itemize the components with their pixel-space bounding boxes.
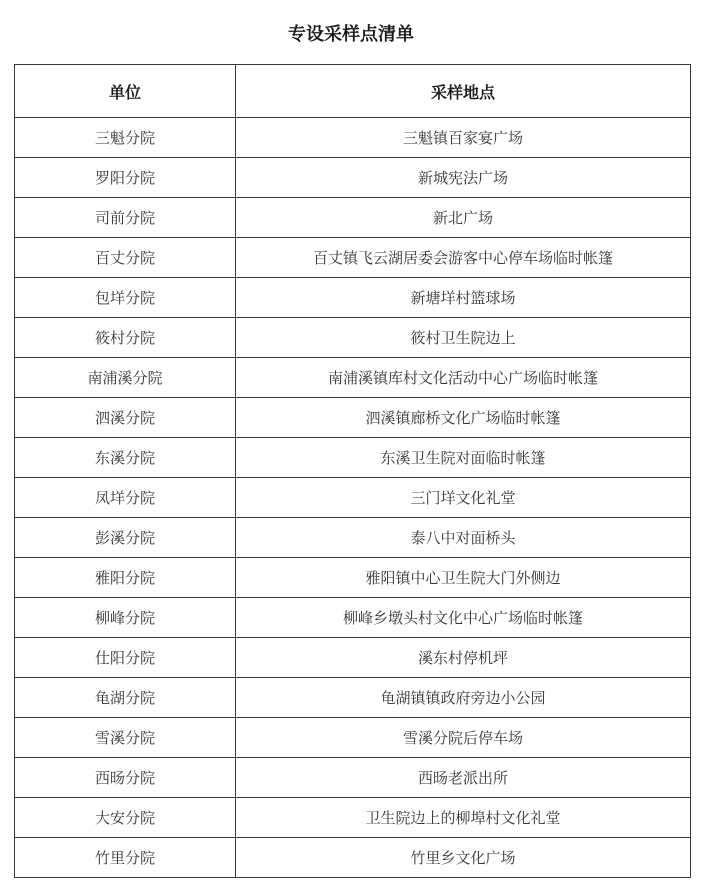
table-row (15, 678, 691, 718)
sampling-site-cell: 竹里乡文化广场 (236, 838, 691, 878)
sampling-site-cell: 东溪卫生院对面临时帐篷 (236, 438, 691, 478)
sampling-site-cell: 西旸老派出所 (236, 758, 691, 798)
unit-cell: 柳峰分院 (15, 598, 236, 638)
sampling-site-cell: 新城宪法广场 (236, 158, 691, 198)
sampling-site-cell: 卫生院边上的柳埠村文化礼堂 (236, 798, 691, 838)
table-row (15, 758, 691, 798)
unit-cell: 筱村分院 (15, 318, 236, 358)
table-row (15, 798, 691, 838)
table-row (15, 598, 691, 638)
table-header-row (15, 65, 691, 118)
sampling-site-cell: 泗溪镇廊桥文化广场临时帐篷 (236, 398, 691, 438)
unit-cell: 百丈分院 (15, 238, 236, 278)
unit-cell: 大安分院 (15, 798, 236, 838)
unit-cell: 包垟分院 (15, 278, 236, 318)
sampling-site-cell: 柳峰乡墩头村文化中心广场临时帐篷 (236, 598, 691, 638)
unit-cell: 泗溪分院 (15, 398, 236, 438)
table-row (15, 478, 691, 518)
table-row (15, 238, 691, 278)
sampling-site-cell: 百丈镇飞云湖居委会游客中心停车场临时帐篷 (236, 238, 691, 278)
unit-cell: 西旸分院 (15, 758, 236, 798)
unit-cell: 龟湖分院 (15, 678, 236, 718)
column-header-unit: 单位 (15, 65, 236, 118)
sampling-site-cell: 筱村卫生院边上 (236, 318, 691, 358)
table-row (15, 558, 691, 598)
unit-cell: 仕阳分院 (15, 638, 236, 678)
sampling-site-cell: 雪溪分院后停车场 (236, 718, 691, 758)
unit-cell: 司前分院 (15, 198, 236, 238)
unit-cell: 凤垟分院 (15, 478, 236, 518)
unit-cell: 三魁分院 (15, 118, 236, 158)
sampling-site-cell: 溪东村停机坪 (236, 638, 691, 678)
sampling-site-cell: 南浦溪镇库村文化活动中心广场临时帐篷 (236, 358, 691, 398)
sampling-site-cell: 三魁镇百家宴广场 (236, 118, 691, 158)
unit-cell: 南浦溪分院 (15, 358, 236, 398)
unit-cell: 竹里分院 (15, 838, 236, 878)
table-row (15, 358, 691, 398)
sampling-site-cell: 三门垟文化礼堂 (236, 478, 691, 518)
table-row (15, 158, 691, 198)
sampling-site-cell: 泰八中对面桥头 (236, 518, 691, 558)
unit-cell: 东溪分院 (15, 438, 236, 478)
unit-cell: 雅阳分院 (15, 558, 236, 598)
table-row (15, 318, 691, 358)
sampling-points-table (14, 64, 691, 878)
page-title: 专设采样点清单 (288, 24, 414, 45)
unit-cell: 罗阳分院 (15, 158, 236, 198)
sampling-site-cell: 龟湖镇镇政府旁边小公园 (236, 678, 691, 718)
sampling-site-cell: 新北广场 (236, 198, 691, 238)
unit-cell: 彭溪分院 (15, 518, 236, 558)
sampling-site-cell: 新塘垟村篮球场 (236, 278, 691, 318)
table-row (15, 278, 691, 318)
table-row (15, 198, 691, 238)
sampling-site-cell: 雅阳镇中心卫生院大门外侧边 (236, 558, 691, 598)
table-body (15, 118, 691, 878)
table-row (15, 398, 691, 438)
table-row (15, 518, 691, 558)
table-row (15, 118, 691, 158)
table-row (15, 638, 691, 678)
table-row (15, 718, 691, 758)
table-row (15, 838, 691, 878)
table-row (15, 438, 691, 478)
unit-cell: 雪溪分院 (15, 718, 236, 758)
column-header-site: 采样地点 (236, 65, 691, 118)
